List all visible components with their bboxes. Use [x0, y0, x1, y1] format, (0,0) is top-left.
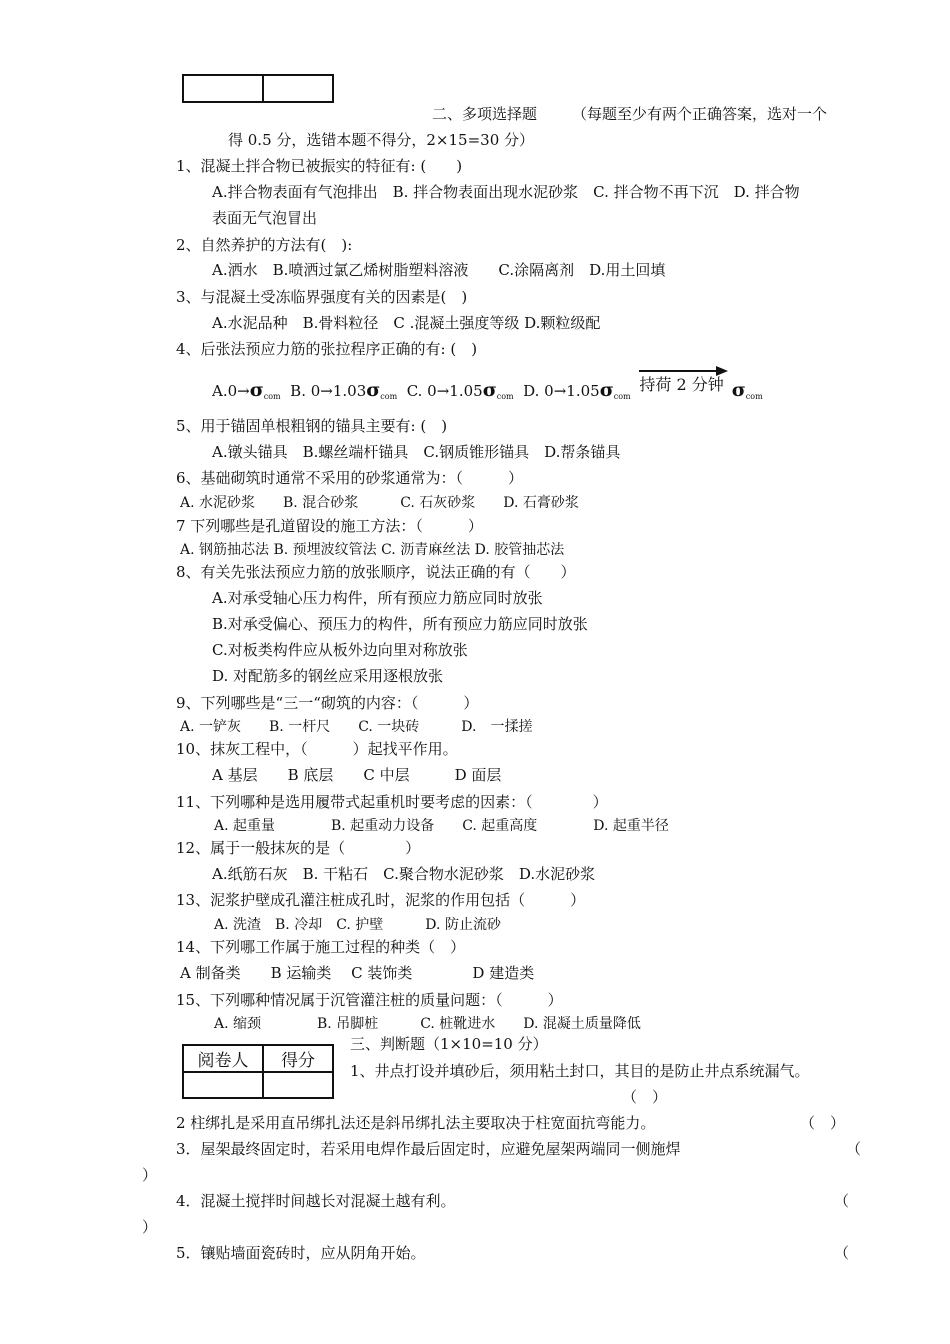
q8-option-a: A.对承受轴心压力构件，所有预应力筋应同时放张	[212, 589, 543, 607]
q13-options: A. 洗渣 B. 冷却 C. 护壁 D. 防止流砂	[214, 917, 501, 933]
arrow-line	[639, 370, 723, 372]
q4-option-a: A.0→	[212, 382, 250, 400]
section3-title: 三、判断题（1×10=10 分）	[350, 1035, 548, 1053]
q14-options: A 制备类 B 运输类 C 装饰类 D 建造类	[180, 964, 535, 982]
q5-stem: 5、用于锚固单根粗钢的锚具主要有: ( )	[176, 417, 448, 435]
judge-2-paren: （ ）	[800, 1114, 846, 1132]
q11-stem: 11、下列哪种是选用履带式起重机时要考虑的因素：（ ）	[176, 793, 608, 811]
q4-option-b: B. 0→1.03	[290, 382, 367, 400]
score-label: 得分	[263, 1045, 333, 1072]
judge-5-paren-open: （	[834, 1244, 850, 1262]
q2-options: A.洒水 B.喷洒过氯乙烯树脂塑料溶液 C.涂隔离剂 D.用土回填	[212, 261, 666, 279]
score-cell	[263, 1072, 333, 1098]
subscript: com	[496, 392, 514, 401]
sigma-symbol: σ	[599, 379, 614, 401]
sigma-symbol: σ	[249, 379, 264, 401]
section2-title: 二、多项选择题	[432, 105, 538, 123]
judge-2-text: 2 柱绑扎是采用直吊绑扎法还是斜吊绑扎法主要取决于柱宽面抗弯能力。	[176, 1114, 656, 1132]
judge-4-text: 4．混凝土搅拌时间越长对混凝土越有利。	[176, 1192, 456, 1210]
q8-option-d: D. 对配筋多的钢丝应采用逐根放张	[212, 667, 444, 685]
q9-options: A. 一铲灰 B. 一杆尺 C. 一块砖 D. 一揉搓	[180, 719, 533, 735]
judge-3-paren-open: （	[846, 1140, 862, 1158]
top-box-cell-1	[183, 75, 263, 102]
judge-3-paren-close: ）	[142, 1166, 158, 1184]
reviewer-label: 阅卷人	[183, 1045, 263, 1072]
q1-options-1: A.拌合物表面有气泡排出 B. 拌合物表面出现水泥砂浆 C. 拌合物不再下沉 D. 拌合物	[212, 183, 800, 201]
q2-stem: 2、自然养护的方法有( ):	[176, 236, 353, 254]
sigma-symbol: σ	[482, 379, 497, 401]
q1-stem: 1、混凝土拌合物已被振实的特征有: ( )	[176, 157, 463, 175]
q6-options: A. 水泥砂浆 B. 混合砂浆 C. 石灰砂浆 D. 石膏砂浆	[180, 495, 579, 511]
judge-3-text: 3．屋架最终固定时，若采用电焊作最后固定时，应避免屋架两端同一侧施焊	[176, 1140, 681, 1158]
judge-4-paren-open: （	[834, 1192, 850, 1210]
sigma-symbol: σ	[731, 379, 746, 401]
top-box-cell-2	[263, 75, 333, 102]
q10-stem: 10、抹灰工程中，（ ）起找平作用。	[176, 740, 458, 758]
arrow-head-icon	[716, 366, 728, 376]
q15-options: A. 缩颈 B. 吊脚桩 C. 桩靴进水 D. 混凝土质量降低	[214, 1016, 641, 1032]
reviewer-score-box	[182, 1044, 334, 1099]
hold-arrow	[639, 370, 723, 398]
section2-note-2: 得 0.5 分，选错本题不得分，2×15=30 分）	[228, 131, 535, 149]
q14-stem: 14、下列哪工作属于施工过程的种类（ ）	[176, 938, 466, 956]
top-score-box	[182, 74, 334, 103]
section2-note-1: （每题至少有两个正确答案，选对一个	[572, 105, 828, 123]
q8-option-c: C.对板类构件应从板外边向里对称放张	[212, 641, 468, 659]
q11-options: A. 起重量 B. 起重动力设备 C. 起重高度 D. 起重半径	[214, 818, 669, 834]
q4-stem: 4、后张法预应力筋的张拉程序正确的有: ( )	[176, 340, 478, 358]
reviewer-cell	[183, 1072, 263, 1098]
q15-stem: 15、下列哪种情况属于沉管灌注桩的质量问题：（ ）	[176, 991, 563, 1009]
subscript: com	[380, 392, 398, 401]
q8-option-b: B.对承受偏心、预压力的构件，所有预应力筋应同时放张	[212, 615, 588, 633]
q12-stem: 12、属于一般抹灰的是（ ）	[176, 839, 421, 857]
q3-stem: 3、与混凝土受冻临界强度有关的因素是( )	[176, 288, 468, 306]
judge-1-paren: （ ）	[622, 1088, 668, 1106]
sigma-symbol: σ	[366, 379, 381, 401]
q6-stem: 6、基础砌筑时通常不采用的砂浆通常为：（ ）	[176, 469, 524, 487]
judge-1-text: 1、井点打设并填砂后，须用粘土封口，其目的是防止井点系统漏气。	[350, 1062, 810, 1080]
subscript: com	[613, 392, 631, 401]
q5-options: A.镦头锚具 B.螺丝端杆锚具 C.钢质锥形锚具 D.帮条锚具	[212, 443, 621, 461]
judge-5-text: 5．镶贴墙面瓷砖时，应从阴角开始。	[176, 1244, 426, 1262]
subscript: com	[745, 392, 763, 401]
q3-options: A.水泥品种 B.骨料粒径 C .混凝土强度等级 D.颗粒级配	[212, 314, 601, 332]
q4-options	[212, 370, 763, 410]
q10-options: A 基层 B 底层 C 中层 D 面层	[212, 766, 502, 784]
arrow-label: 持荷 2 分钟	[639, 375, 724, 394]
subscript: com	[263, 392, 281, 401]
q1-options-2: 表面无气泡冒出	[212, 209, 318, 227]
q9-stem: 9、下列哪些是“三一“砌筑的内容：（ ）	[176, 694, 479, 712]
q12-options: A.纸筋石灰 B. 干粘石 C.聚合物水泥砂浆 D.水泥砂浆	[212, 865, 596, 883]
judge-4-paren-close: ）	[142, 1218, 158, 1236]
q4-option-c: C. 0→1.05	[406, 382, 483, 400]
q8-stem: 8、有关先张法预应力筋的放张顺序，说法正确的有（ ）	[176, 563, 576, 581]
q7-stem: 7 下列哪些是孔道留设的施工方法：（ ）	[176, 517, 483, 535]
q7-options: A. 钢筋抽芯法 B. 预埋波纹管法 C. 沥青麻丝法 D. 胶管抽芯法	[180, 542, 565, 558]
q13-stem: 13、泥浆护壁成孔灌注桩成孔时，泥浆的作用包括（ ）	[176, 891, 586, 909]
q4-option-d: D. 0→1.05	[523, 382, 600, 400]
